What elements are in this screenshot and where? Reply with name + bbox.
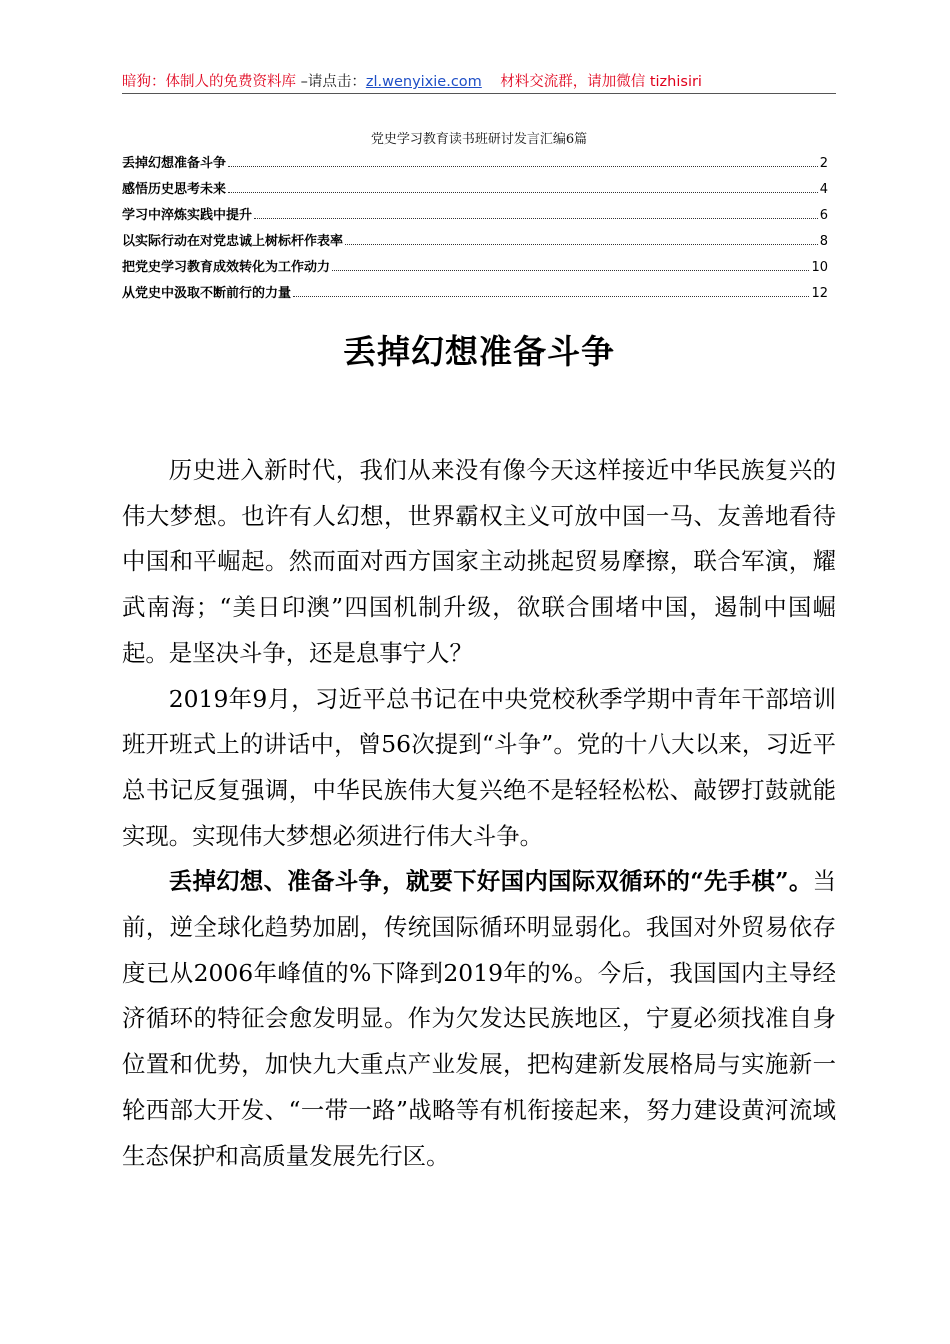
toc-entry-title: 以实际行动在对党忠诚上树标杆作表率	[122, 234, 344, 249]
page-header	[122, 70, 836, 92]
article-body	[122, 448, 836, 1179]
paragraph-3-lead: 丢掉幻想、准备斗争，就要下好国内国际双循环的“先手棋”。	[168, 867, 813, 896]
toc-entry[interactable]	[122, 178, 828, 204]
toc-entry[interactable]	[122, 204, 828, 230]
paragraph-2: 2019年9月，习近平总书记在中央党校秋季学期中青年干部培训班开班式上的讲话中，曾56次提到“斗争”。党的十八大以来，习近平总书记反复强调，中华民族伟大复兴绝不是轻轻松松、敲锣打鼓就能实现。实现伟大梦想必须进行伟大斗争。	[122, 684, 836, 850]
toc-leader	[254, 218, 818, 219]
toc-entry[interactable]	[122, 256, 828, 282]
toc-leader	[293, 296, 809, 297]
paragraph-1: 历史进入新时代，我们从来没有像今天这样接近中华民族复兴的伟大梦想。也许有人幻想，世界霸权主义可放中国一马、友善地看待中国和平崛起。然而面对西方国家主动挑起贸易摩擦，联合军演，耀武南海；“美日印澳”四国机制升级，欲联合围堵中国，遏制中国崛起。是坚决斗争，还是息事宁人？	[122, 456, 836, 667]
toc-entry-title: 把党史学习教育成效转化为工作动力	[122, 260, 331, 275]
toc-entry-page: 6	[819, 208, 828, 223]
header-divider	[122, 93, 836, 94]
table-of-contents	[122, 152, 828, 308]
toc-entry[interactable]	[122, 152, 828, 178]
header-contact: 材料交流群，请加微信 tizhisiri	[500, 74, 702, 90]
toc-entry-page: 2	[819, 156, 828, 171]
paragraph-3	[122, 859, 836, 1179]
header-link[interactable]: zl.wenyixie.com	[365, 74, 482, 90]
toc-entry-page: 12	[811, 286, 828, 301]
toc-leader	[332, 270, 809, 271]
toc-entry-title: 学习中淬炼实践中提升	[122, 208, 253, 223]
toc-entry-title: 丢掉幻想准备斗争	[122, 156, 227, 171]
paragraph-3-text: 当前，逆全球化趋势加剧，传统国际循环明显弱化。我国对外贸易依存度已从2006年峰值的%下降到2019年的%。今后，我国国内主导经济循环的特征会愈发明显。作为欠发达民族地区，宁夏必须找准自身位置和优势，加快九大重点产业发展，把构建新发展格局与实施新一轮西部大开发、“一带一路”战略等有机衔接起来，努力建设黄河流域生态保护和高质量发展先行区。	[122, 867, 836, 1170]
header-prompt: –请点击：	[296, 74, 366, 90]
article-title: 丢掉幻想准备斗争	[343, 332, 615, 371]
toc-leader	[228, 166, 818, 167]
toc-entry-title: 感悟历史思考未来	[122, 182, 227, 197]
toc-entry-page: 4	[819, 182, 828, 197]
toc-entry-page: 10	[811, 260, 828, 275]
header-brand: 暗狗：体制人的免费资料库	[122, 74, 296, 90]
toc-entry[interactable]	[122, 282, 828, 308]
toc-leader	[345, 244, 818, 245]
toc-leader	[228, 192, 818, 193]
toc-entry-title: 从党史中汲取不断前行的力量	[122, 286, 292, 301]
header-spacer	[482, 74, 500, 90]
toc-title: 党史学习教育读书班研讨发言汇编6篇	[370, 132, 588, 147]
toc-entry[interactable]	[122, 230, 828, 256]
toc-entry-page: 8	[819, 234, 828, 249]
